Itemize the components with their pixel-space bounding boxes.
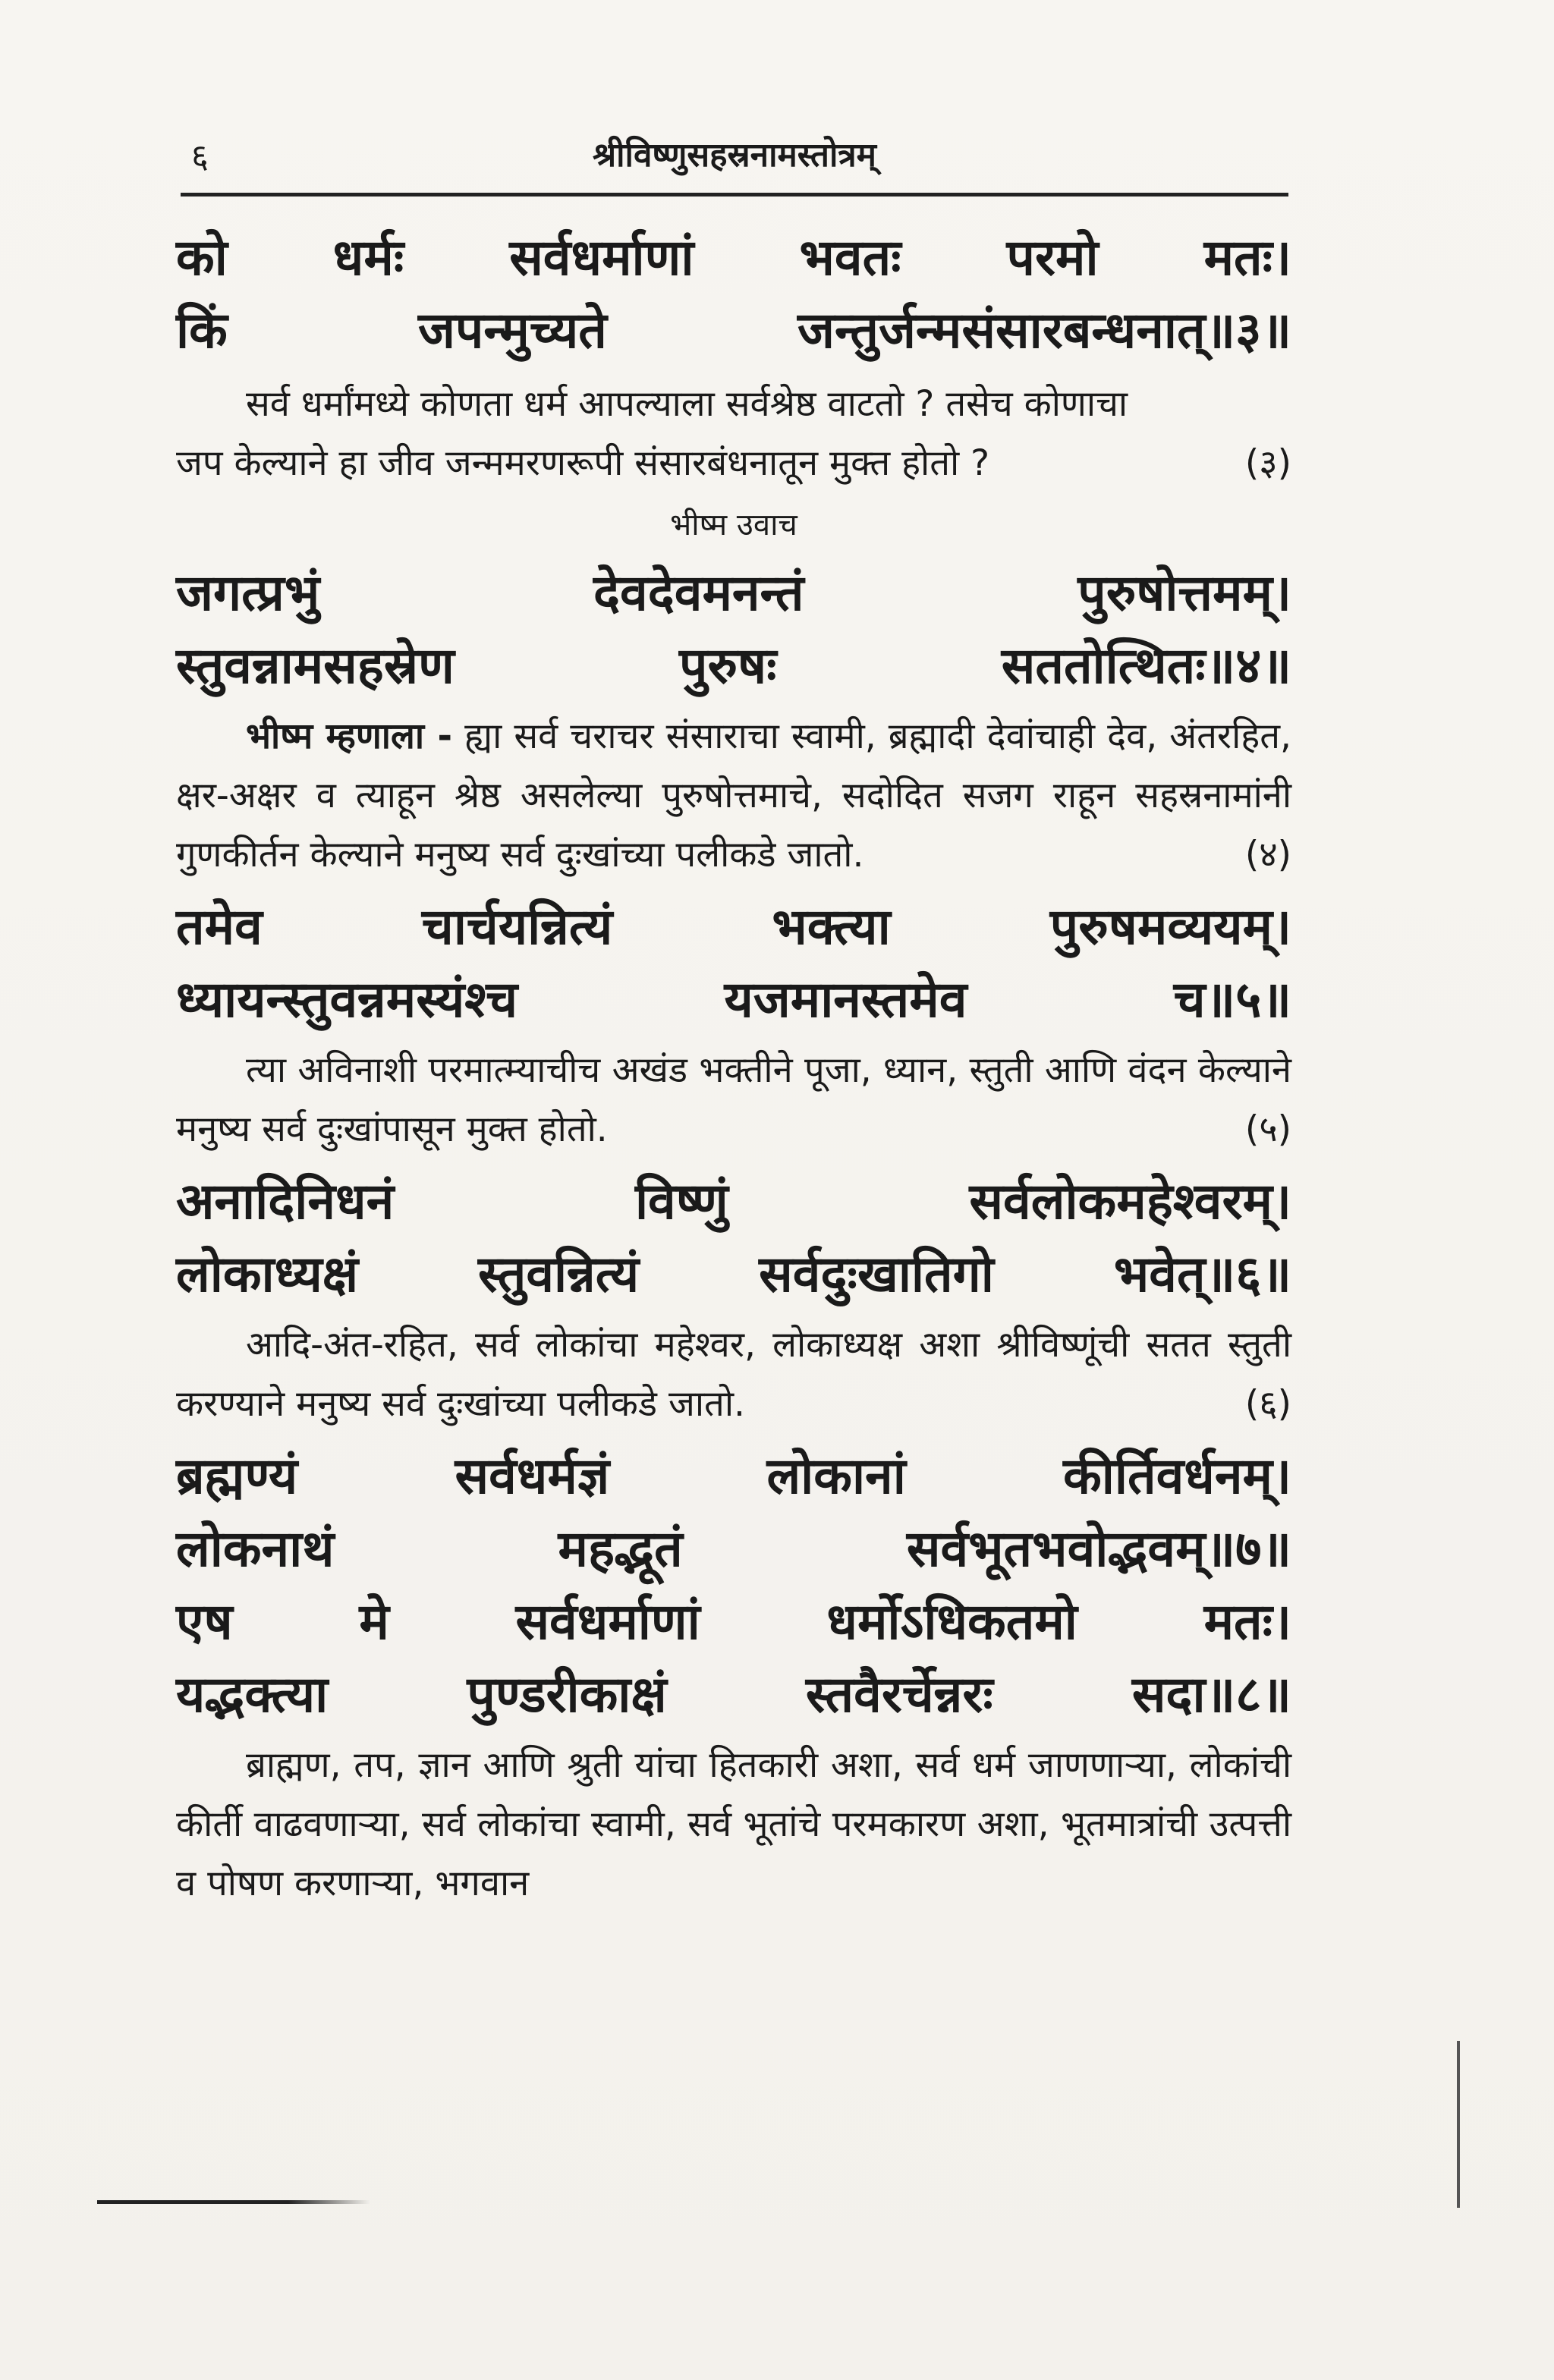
verse-word: यजमानस्तमेव bbox=[724, 970, 967, 1029]
verse-word: लोकानां bbox=[766, 1447, 906, 1505]
verse-word: पुरुषः bbox=[679, 637, 777, 695]
verse-word: चार्चयन्नित्यं bbox=[421, 898, 613, 956]
verse-word: ध्यायन्स्तुवन्नमस्यंश्च bbox=[176, 970, 518, 1029]
speaker-lead: भीष्म म्हणाला - bbox=[246, 715, 453, 757]
verse-8-meaning: ब्राह्मण, तप, ज्ञान आणि श्रुती यांचा हितकारी अशा, सर्व धर्म जाणणाऱ्या, लोकांची कीर्ती वाढवणाऱ्या, सर्व लोकांचा स्वामी, सर्व भूतांचे परमकारण अशा, भूतमात्रांची उत्पत्ती व पोषण करणाऱ्या, भगवान bbox=[176, 1744, 1291, 1904]
verse-word: मतः। bbox=[1203, 1592, 1291, 1651]
verse-word: जन्तुर्जन्मसंसारबन्धनात्॥३॥ bbox=[797, 301, 1291, 360]
verse-8-line-2 bbox=[176, 1658, 1291, 1731]
verse-3-meaning-line-2: जप केल्याने हा जीव जन्ममरणरूपी संसारबंधनातून मुक्त होतो ? (३) bbox=[176, 434, 1291, 493]
verse-word: सदा॥८॥ bbox=[1131, 1665, 1291, 1724]
verse-word: लोकाध्यक्षं bbox=[176, 1245, 359, 1303]
verse-word: पुरुषमव्ययम्। bbox=[1049, 898, 1291, 956]
verse-word: कीर्तिवर्धनम्। bbox=[1063, 1447, 1291, 1505]
verse-word: किं bbox=[176, 301, 228, 360]
page-content bbox=[176, 222, 1291, 1919]
verse-word: सततोत्थितः॥४॥ bbox=[1001, 637, 1291, 695]
verse-word: मे bbox=[359, 1592, 389, 1651]
verse-5-line-1 bbox=[176, 891, 1291, 964]
verse-word: एष bbox=[176, 1592, 233, 1651]
verse-4-line-2 bbox=[176, 630, 1291, 703]
verse-word: तमेव bbox=[176, 898, 263, 956]
verse-word: जपन्मुच्यते bbox=[417, 301, 607, 360]
verse-word: सर्वदुःखातिगो bbox=[759, 1245, 994, 1303]
verse-4-line-1 bbox=[176, 557, 1291, 630]
verse-word: देवदेवमनन्तं bbox=[593, 564, 804, 622]
verse-word: पुरुषोत्तमम्। bbox=[1077, 564, 1291, 622]
binding-edge-line bbox=[1457, 2041, 1460, 2208]
verse-word: भक्त्या bbox=[772, 898, 891, 956]
running-title: श्रीविष्णुसहस्रनामस्तोत्रम् bbox=[593, 136, 876, 174]
verse-7-line-2 bbox=[176, 1513, 1291, 1586]
verse-word: स्तुवन्नामसहस्रेण bbox=[176, 637, 455, 695]
verse-4-number: (४) bbox=[1244, 834, 1291, 876]
verse-word: जगत्प्रभुं bbox=[176, 564, 320, 622]
verse-word: अनादिनिधनं bbox=[176, 1172, 395, 1231]
verse-word: महद्भूतं bbox=[558, 1520, 683, 1578]
verse-word: सर्वधर्मज्ञं bbox=[455, 1447, 610, 1505]
verse-word: सर्वभूतभवोद्भवम्॥७॥ bbox=[906, 1520, 1291, 1578]
verse-5-meaning: त्या अविनाशी परमात्म्याचीच अखंड भक्तीने पूजा, ध्यान, स्तुती आणि वंदन केल्याने मनुष्य सर्व दुःखांपासून मुक्त होतो. (५) bbox=[176, 1041, 1291, 1159]
verse-8-line-1 bbox=[176, 1586, 1291, 1658]
verse-6-line-2 bbox=[176, 1238, 1291, 1311]
verse-word: सर्वधर्माणां bbox=[515, 1592, 700, 1651]
verse-word: को bbox=[176, 228, 228, 287]
verse-word: भवतः bbox=[799, 228, 901, 287]
verse-3-line-1 bbox=[176, 222, 1291, 294]
page-header bbox=[181, 127, 1288, 196]
verse-word: पुण्डरीकाक्षं bbox=[467, 1665, 667, 1724]
verse-6-line-1 bbox=[176, 1165, 1291, 1238]
verse-5-number: (५) bbox=[1244, 1108, 1291, 1150]
page-bottom-rule bbox=[97, 2200, 370, 2204]
verse-word: सर्वलोकमहेश्वरम्। bbox=[969, 1172, 1291, 1231]
verse-6-meaning: आदि-अंत-रहित, सर्व लोकांचा महेश्वर, लोकाध्यक्ष अशा श्रीविष्णूंची सतत स्तुती करण्याने मनुष्य सर्व दुःखांच्या पलीकडे जातो. (६) bbox=[176, 1316, 1291, 1434]
verse-word: सर्वधर्माणां bbox=[509, 228, 694, 287]
verse-word: ब्रह्मण्यं bbox=[176, 1447, 298, 1505]
speaker-heading: भीष्म उवाच bbox=[670, 508, 797, 542]
verse-3-number: (३) bbox=[1244, 442, 1291, 484]
verse-word: धर्मोऽधिकतमो bbox=[826, 1592, 1077, 1651]
verse-word: धर्मः bbox=[332, 228, 404, 287]
verse-6-number: (६) bbox=[1244, 1383, 1291, 1425]
verse-word: यद्भक्त्या bbox=[176, 1665, 329, 1724]
page-number: ६ bbox=[191, 137, 209, 176]
verse-word: भवेत्॥६॥ bbox=[1113, 1245, 1291, 1303]
verse-3-line-2 bbox=[176, 294, 1291, 367]
verse-word: च॥५॥ bbox=[1173, 970, 1291, 1029]
verse-7-line-1 bbox=[176, 1440, 1291, 1513]
verse-word: विष्णुं bbox=[634, 1172, 728, 1231]
verse-3-meaning-line-1: सर्व धर्मांमध्ये कोणता धर्म आपल्याला सर्वश्रेष्ठ वाटतो ? तसेच कोणाचा bbox=[246, 383, 1128, 425]
verse-word: लोकनाथं bbox=[176, 1520, 335, 1578]
verse-5-line-2 bbox=[176, 964, 1291, 1036]
verse-word: परमो bbox=[1006, 228, 1099, 287]
verse-word: स्तवैरर्चेन्नरः bbox=[805, 1665, 993, 1724]
verse-word: स्तुवन्नित्यं bbox=[478, 1245, 640, 1303]
verse-word: मतः। bbox=[1203, 228, 1291, 287]
verse-4-meaning: भीष्म म्हणाला - ह्या सर्व चराचर संसाराचा स्वामी, ब्रह्मादी देवांचाही देव, अंतरहित, क्षर-अक्षर व त्याहून श्रेष्ठ असलेल्या पुरुषोत्तमाचे, सदोदित सजग राहून सहस्रनामांनी गुणकीर्तन केल्याने मनुष्य सर्व दुःखांच्या पलीकडे जातो. (४) bbox=[176, 707, 1291, 885]
